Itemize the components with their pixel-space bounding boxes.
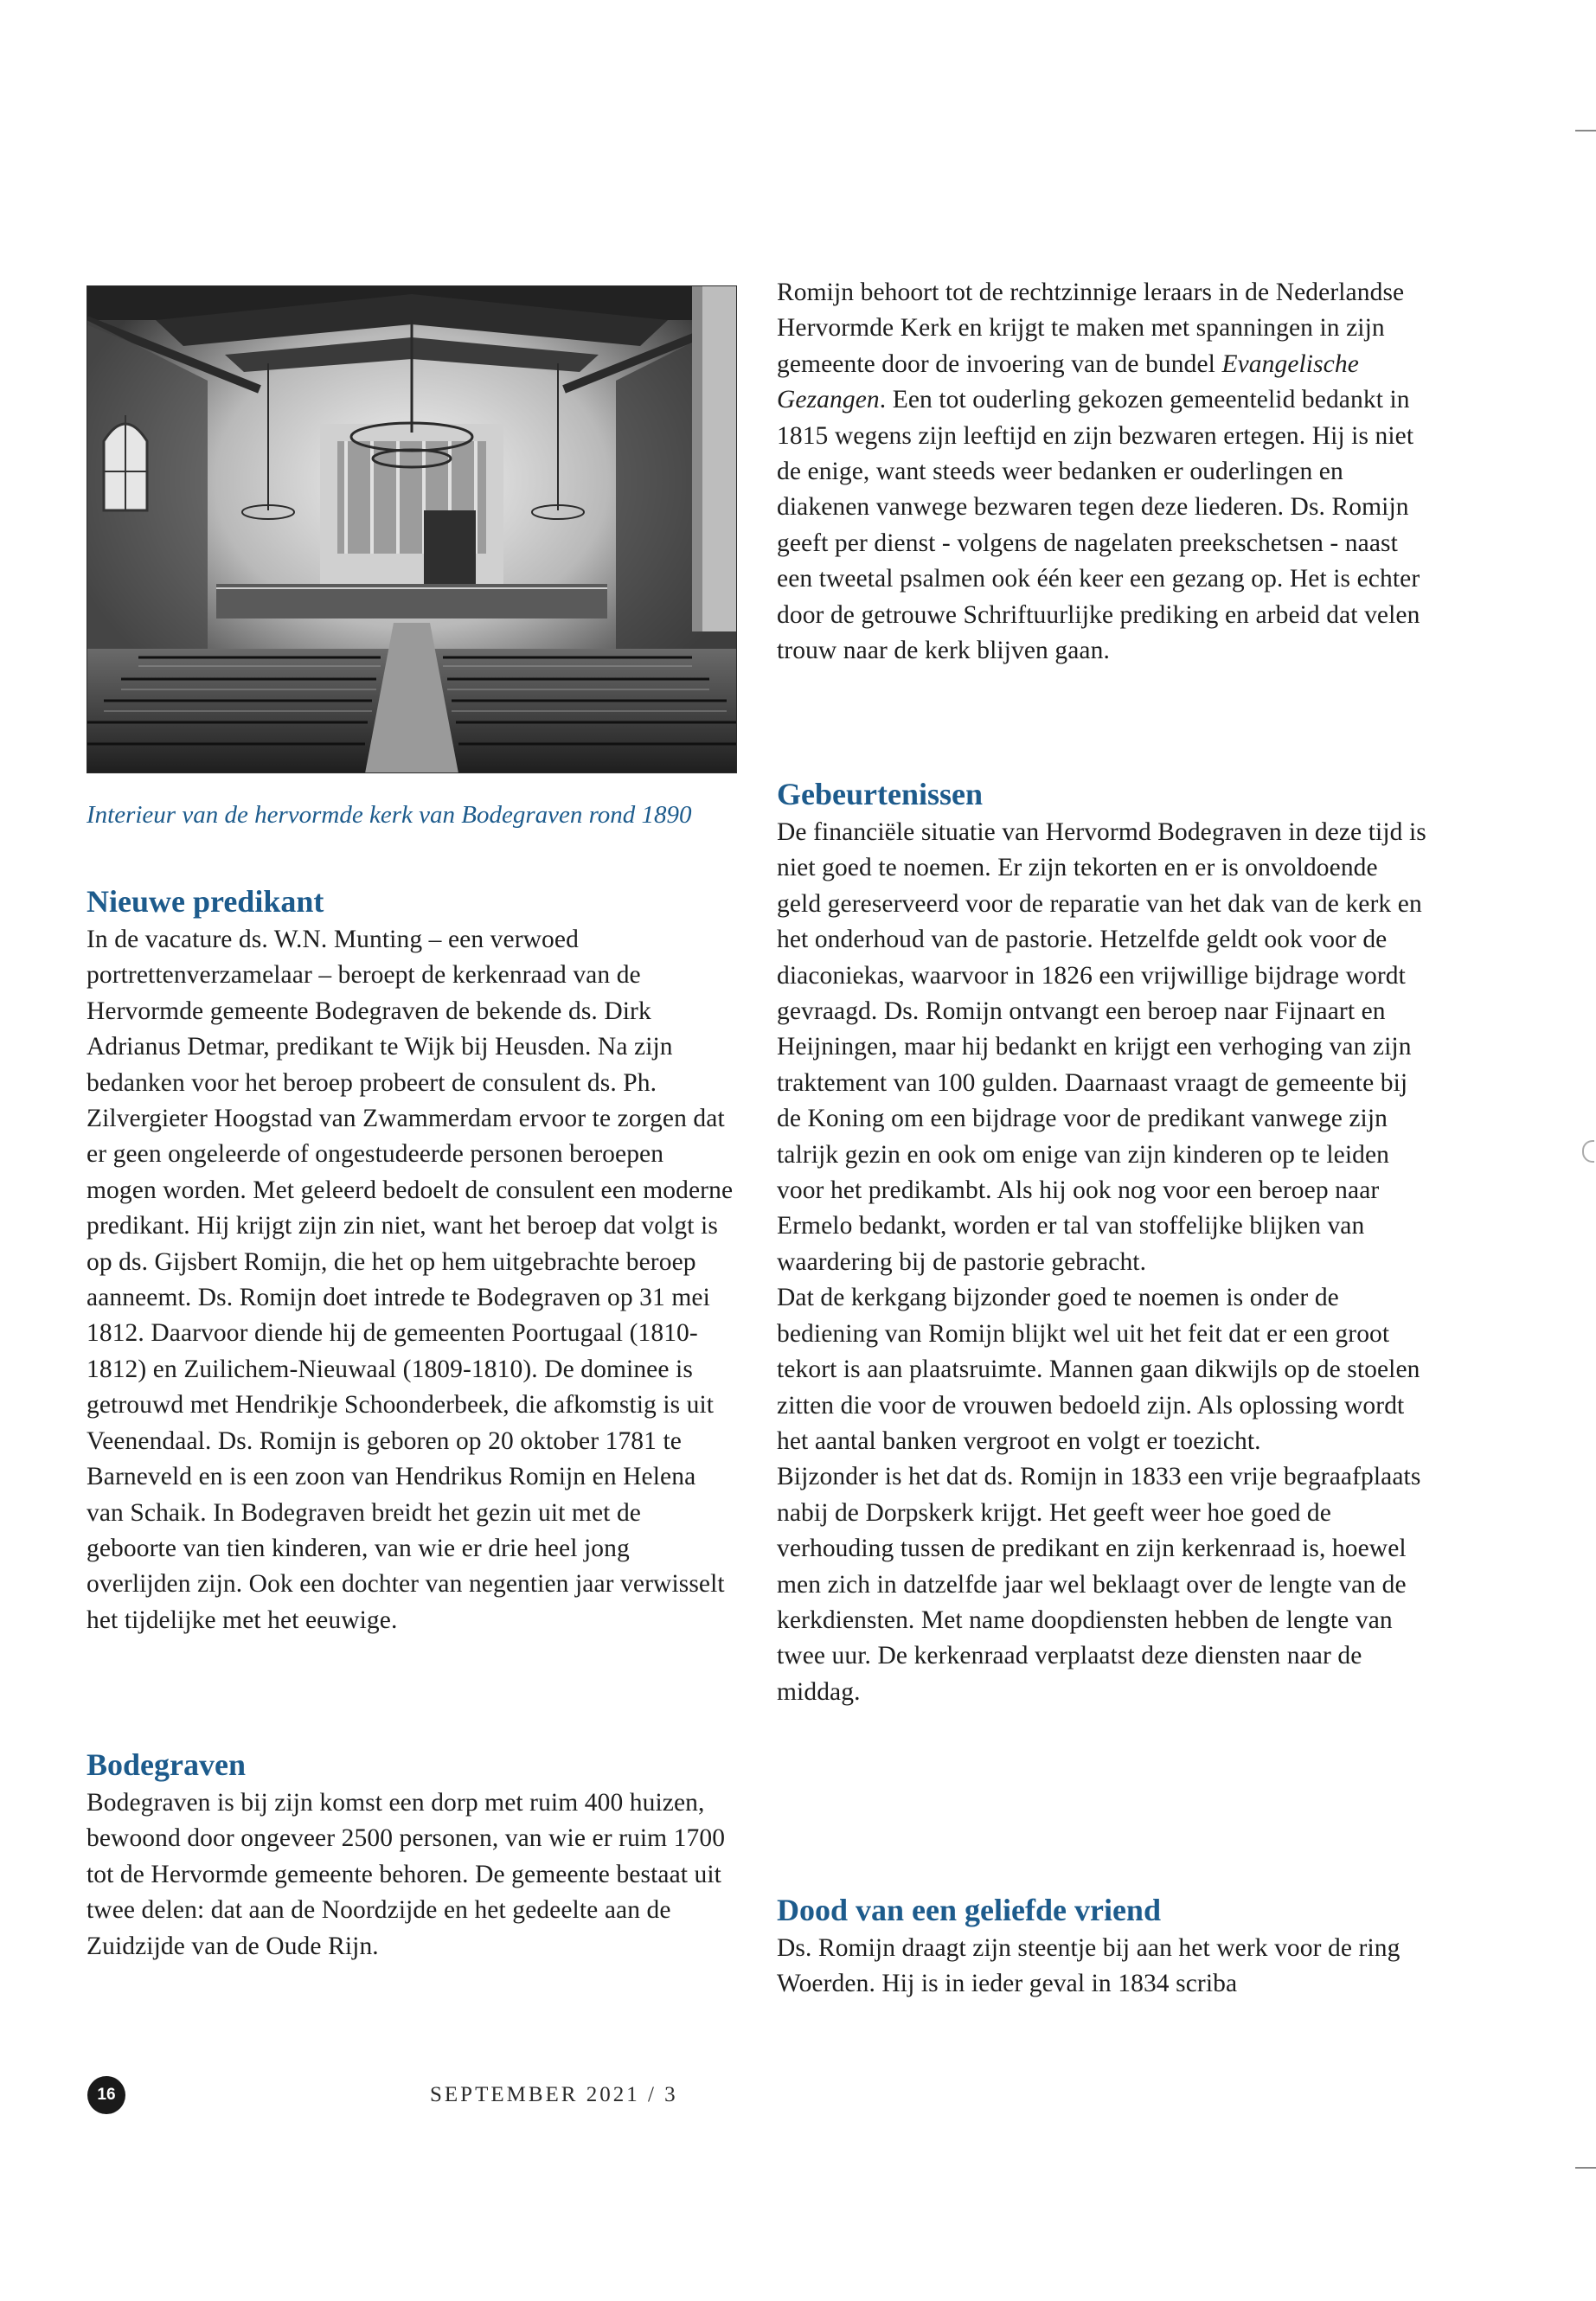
- heading-bodegraven: Bodegraven: [87, 1747, 246, 1782]
- paragraph-begraafplaats: Bijzonder is het dat ds. Romijn in 1833 een vrije begraafplaats nabij de Dorpskerk krijgt. Het geeft weer hoe goed de verhouding tussen de predikant en zijn kerkenraad is, hoewel men zich in datzelfde jaar wel beklaagt over de lengte van de kerkdiensten. Met name doopdiensten hebben de lengte van twee uur. De kerkenraad verplaatst deze diensten naar de middag.: [777, 1463, 1421, 1706]
- heading-dood-vriend: Dood van een geliefde vriend: [777, 1893, 1161, 1927]
- intro-book-title: Evangelische Gezangen: [777, 349, 1359, 414]
- crop-mark-top: [1575, 130, 1596, 131]
- gebeurtenissen-body: [777, 815, 1427, 1710]
- page-number-badge: 16: [87, 2076, 125, 2114]
- intro-text-start: Romijn behoort tot de rechtzinnige leraars in de Nederlandse Hervormde Kerk en krijgt te maken met spanningen in zijn gemeente door de invoering van de bundel: [777, 279, 1405, 378]
- crop-mark-bottom: [1575, 2167, 1596, 2169]
- paragraph-intro: [777, 275, 1427, 669]
- photo-caption: Interieur van de hervormde kerk van Bodegraven rond 1890: [87, 801, 692, 829]
- intro-text-end: . Een tot ouderling gekozen gemeentelid bedankt in 1815 wegens zijn leeftijd en zijn bezwaren ertegen. Hij is niet de enige, want steeds weer bedanken er ouderlingen en diakenen vanwege bezwaren tegen deze liederen. Ds. Romijn geeft per dienst - volgens de nagelaten preekschetsen - naast een tweetal psalmen ook één keer een gezang op. Het is echter door de getrouwe Schriftuurlijke prediking en arbeid dat velen trouw naar de kerk blijven gaan.: [777, 386, 1420, 665]
- paragraph-finances: De financiële situatie van Hervormd Bodegraven in deze tijd is niet goed te noemen. Er zijn tekorten en er is onvoldoende geld gereserveerd voor de reparatie van het dak van de kerk en het onderhoud van de pastorie. Hetzelfde geldt ook voor de diaconiekas, waarvoor in 1826 een vrijwillige bijdrage wordt gevraagd. Ds. Romijn ontvangt een beroep naar Fijnaart en Heijningen, maar hij bedankt en krijgt een verhoging van zijn traktement van 100 gulden. Daarnaast vraagt de gemeente bij de Koning om een bijdrage voor de predikant vanwege zijn talrijk gezin en ook om enige van zijn kinderen op te leiden voor het predikambt. Als hij ook nog voor een beroep naar Ermelo bedankt, worden er tal van stoffelijke blijken van waardering bij de pastorie gebracht.: [777, 818, 1426, 1276]
- paragraph-nieuwe-predikant: In de vacature ds. W.N. Munting – een verwoed portrettenverzamelaar – beroept de kerkenraad van de Hervormde gemeente Bodegraven de bekende ds. Dirk Adrianus Detmar, predikant te Wijk bij Heusden. Na zijn bedanken voor het beroep probeert de consulent ds. Ph. Zilvergieter Hoogstad van Zwammerdam ervoor te zorgen dat er geen ongeleerde of ongestudeerde personen beroepen mogen worden. Met geleerd bedoelt de consulent een moderne predikant. Hij krijgt zijn zin niet, want het beroep dat volgt is op ds. Gijsbert Romijn, die het op hem uitgebrachte beroep aanneemt. Ds. Romijn doet intrede te Bodegraven op 31 mei 1812. Daarvoor diende hij de gemeenten Poortugaal (1810-1812) en Zuilichem-Nieuwaal (1809-1810). De dominee is getrouwd met Hendrikje Schoonderbeek, die afkomstig is uit Veenendaal. Ds. Romijn is geboren op 20 oktober 1781 te Barneveld en is een zoon van Hendrikus Romijn en Helena van Schaik. In Bodegraven breidt het gezin uit met de geboorte van tien kinderen, van wie er drie heel jong overlijden zijn. Ook een dochter van negentien jaar verwisselt het tijdelijke met het eeuwige.: [87, 926, 734, 1634]
- church-interior-photo: [87, 285, 737, 773]
- paragraph-dood-vriend: Ds. Romijn draagt zijn steentje bij aan het werk voor de ring Woerden. Hij is in ieder geval in 1834 scriba: [777, 1934, 1401, 1998]
- heading-nieuwe-predikant: Nieuwe predikant: [87, 884, 324, 919]
- registration-mark: [1582, 1140, 1594, 1163]
- paragraph-bodegraven: Bodegraven is bij zijn komst een dorp met ruim 400 huizen, bewoond door ongeveer 2500 personen, van wie er ruim 1700 tot de Hervormde gemeente behoren. De gemeente bestaat uit twee delen: dat aan de Noordzijde en het gedeelte aan de Zuidzijde van de Oude Rijn.: [87, 1789, 726, 1960]
- heading-gebeurtenissen: Gebeurtenissen: [777, 777, 983, 811]
- paragraph-kerkgang: Dat de kerkgang bijzonder goed te noemen is onder de bediening van Romijn blijkt wel uit het feit dat er een groot tekort is aan plaatsruimte. Mannen gaan dikwijls op de stoelen zitten die voor de vrouwen bedoeld zijn. Als oplossing wordt het aantal banken vergroot en volgt er toezicht.: [777, 1284, 1420, 1455]
- issue-label: SEPTEMBER 2021 / 3: [430, 2083, 678, 2106]
